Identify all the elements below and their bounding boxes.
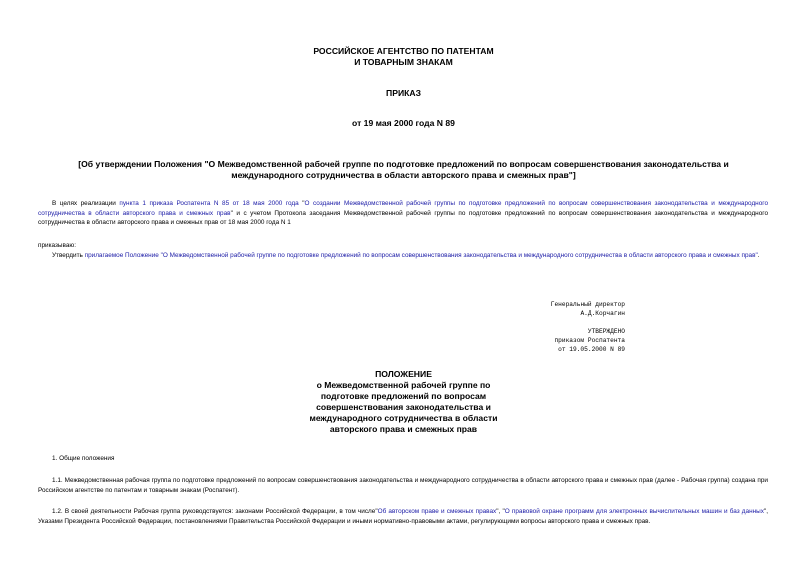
clause-1-2-text-start: 1.2. В своей деятельности Рабочая группа руководствуется: законами Российской Федерации, в том числе"	[52, 508, 378, 515]
link-order-85[interactable]: пункта 1 приказа Роспатента N 85 от 18 мая 2000 года	[119, 200, 299, 207]
clause-1-1	[38, 476, 768, 495]
preamble-text-end: " и с учетом Протокола заседания Межведомственной рабочей группы по подготовке предложений по вопросам совершенствования законодательства и международного сотрудничества в области авторского права и смежных прав от 18 мая 2000 года N 1	[38, 209, 768, 227]
preamble-text-mid: "	[298, 200, 305, 207]
clause-1-2-text-end: ", Указами Президента Российской Федерации, постановлениями Правительства Российской Федерации и иными нормативно-правовыми актами, регулирующими вопросы авторского права и смежных прав.	[38, 508, 768, 525]
regulation-subtitle-line1: о Межведомственной рабочей группе по	[316, 380, 491, 390]
regulation-subtitle-line5: авторского права и смежных прав	[329, 424, 478, 434]
order-word: приказываю:	[38, 242, 76, 249]
link-regulation[interactable]: прилагаемое Положение "О Межведомственной рабочей группе по подготовке предложений по вопросам совершенствования законодательства и международного сотрудничества в области авторского права и смежных прав"	[84, 252, 758, 259]
clause-1-1-text: 1.1. Межведомственная рабочая группа по подготовке предложений по вопросам совершенствования законодательства и международного сотрудничества в области авторского права и смежных прав (далее - Рабочая группа) создана при Российском агентстве по патентам и товарным знакам (Роспатент).	[38, 477, 768, 494]
approval-line1: УТВЕРЖДЕНО	[587, 328, 625, 335]
document-subject-line2: международного сотрудничества в области авторского права и смежных прав"]	[231, 170, 576, 180]
approval-line2: приказом Роспатента	[554, 337, 625, 344]
section-heading-general	[38, 454, 768, 464]
clause-1-2	[38, 507, 768, 526]
link-working-group-creation[interactable]: О создании Межведомственной рабочей группы по подготовке предложений по вопросам совершенствования законодательства и международного сотрудничества в области авторского права и смежных прав	[38, 200, 769, 217]
regulation-subtitle-line4: международного сотрудничества в области	[309, 413, 498, 423]
agency-name-line2: И ТОВАРНЫМ ЗНАКАМ	[354, 57, 453, 67]
document-date: от 19 мая 2000 года N 89	[352, 118, 455, 128]
signature-name: А.Д.Корчагин	[580, 310, 625, 317]
link-copyright-law[interactable]: Об авторском праве и смежных правах	[377, 508, 497, 515]
section-heading-text: 1. Общие положения	[52, 455, 115, 462]
regulation-title: ПОЛОЖЕНИЕ	[375, 369, 432, 379]
signature-title: Генеральный директор	[550, 301, 625, 308]
agency-name-line1: РОССИЙСКОЕ АГЕНТСТВО ПО ПАТЕНТАМ	[313, 46, 494, 56]
clause-1-2-text-mid: ", "	[496, 508, 505, 515]
approve-paragraph	[38, 251, 768, 261]
document-type: ПРИКАЗ	[386, 88, 421, 98]
regulation-subtitle-line2: подготовке предложений по вопросам	[320, 391, 487, 401]
document-subject-line1: [Об утверждении Положения "О Межведомственной рабочей группе по подготовке предложений по вопросам совершенствования законодательства и	[78, 159, 729, 169]
preamble-text-start: В целях реализации	[52, 200, 120, 207]
approve-text-start: Утвердить	[52, 252, 85, 259]
link-software-law[interactable]: О правовой охране программ для электронных вычислительных машин и баз данных	[504, 508, 764, 515]
preamble-paragraph	[38, 199, 768, 228]
approval-line3: от 19.05.2000 N 89	[558, 346, 625, 353]
approve-text-end: .	[757, 252, 760, 259]
regulation-subtitle-line3: совершенствования законодательства и	[316, 402, 491, 412]
